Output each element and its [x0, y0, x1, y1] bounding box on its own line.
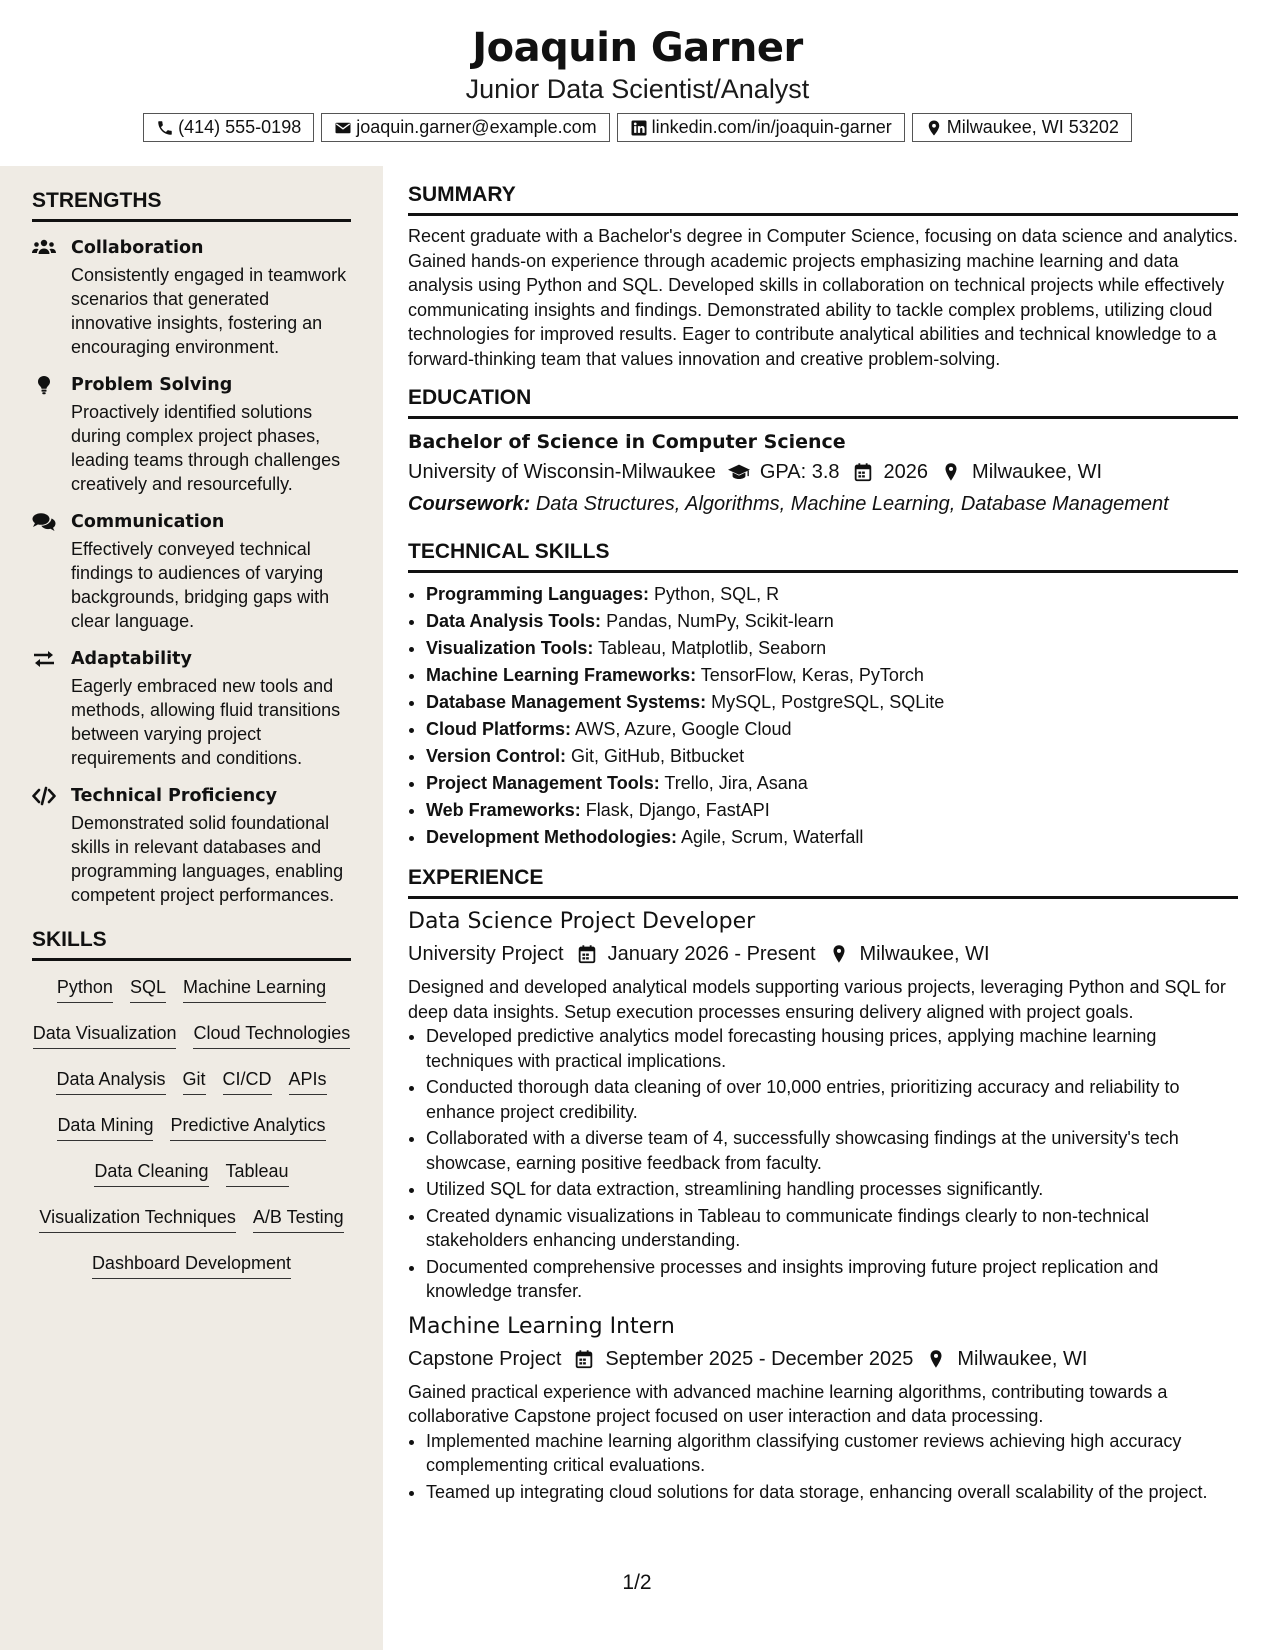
tech-skill-label: Database Management Systems: — [426, 692, 707, 712]
job-bullet: • Conducted thorough data cleaning of over 10,000 entries, prioritizing accuracy and reliability to enhance project credibility. — [426, 1075, 1238, 1124]
job-bullet: • Implemented machine learning algorithm classifying customer reviews achieving high accuracy complementing critical evaluations. — [426, 1429, 1238, 1478]
calendar-icon — [573, 1349, 595, 1369]
graduation-cap-icon — [728, 462, 750, 482]
skill-tag: Python — [57, 975, 113, 1003]
job-entry — [408, 907, 1238, 1304]
sidebar — [0, 166, 383, 1650]
education-heading: EDUCATION — [408, 385, 1238, 419]
job-description: Gained practical experience with advanced machine learning algorithms, contributing towards a collaborative Capstone project focused on user interaction and data processing. — [408, 1381, 1168, 1426]
calendar-icon — [576, 944, 598, 964]
skill-tag: Dashboard Development — [92, 1251, 291, 1279]
job-bullet: • Collaborated with a diverse team of 4, successfully showcasing findings at the university's tech showcase, earning positive feedback from faculty. — [426, 1126, 1238, 1175]
contact-email[interactable] — [321, 113, 609, 142]
skill-tag: Data Mining — [57, 1113, 153, 1141]
tech-skill-value: MySQL, PostgreSQL, SQLite — [711, 692, 945, 712]
job-dates: September 2025 - December 2025 — [605, 1347, 914, 1370]
candidate-title: Junior Data Scientist/Analyst — [465, 74, 810, 104]
job-meta — [408, 939, 1238, 969]
contact-location-text: Milwaukee, WI 53202 — [946, 117, 1119, 137]
tech-skill-item — [426, 743, 1238, 770]
technical-skills-section — [408, 539, 1238, 851]
experience-section — [408, 865, 1238, 1504]
education-meta — [408, 457, 1238, 487]
skill-tag: Machine Learning — [183, 975, 326, 1003]
job-description: Designed and developed analytical models supporting various projects, leveraging Python and SQL for deep data insights. Setup execution processes ensuring delivery aligned with project goals. — [408, 977, 1226, 1022]
tech-skill-value: Pandas, NumPy, Scikit-learn — [606, 611, 834, 631]
map-pin-icon — [925, 119, 943, 137]
education-gpa: GPA: 3.8 — [759, 461, 840, 483]
tech-skill-item — [426, 581, 1238, 608]
main-content — [408, 182, 1238, 1518]
users-icon — [32, 238, 56, 258]
tech-skill-value: TensorFlow, Keras, PyTorch — [700, 665, 924, 685]
education-coursework — [408, 489, 1238, 519]
tech-skill-label: Development Methodologies: — [426, 827, 678, 847]
skill-tag: SQL — [130, 975, 166, 1003]
strength-item — [32, 647, 351, 770]
strength-item — [32, 236, 351, 359]
tech-skill-value: Flask, Django, FastAPI — [585, 800, 770, 820]
job-bullet: • Developed predictive analytics model forecasting housing prices, applying machine learning techniques with practical implications. — [426, 1024, 1238, 1073]
code-icon — [32, 786, 56, 806]
strength-title: Collaboration — [71, 238, 204, 258]
contact-phone-text: (414) 555-0198 — [178, 117, 302, 137]
job-org: University Project — [408, 943, 564, 965]
strength-title: Adaptability — [71, 649, 192, 669]
tech-skill-label: Visualization Tools: — [426, 638, 594, 658]
lightbulb-icon — [32, 375, 56, 395]
tech-skill-value: Trello, Jira, Asana — [664, 773, 808, 793]
summary-heading: SUMMARY — [408, 182, 1238, 216]
contact-email-text: joaquin.garner@example.com — [356, 117, 597, 137]
summary-section — [408, 182, 1238, 371]
tech-skill-item — [426, 662, 1238, 689]
exchange-arrows-icon — [32, 649, 56, 669]
contact-bar — [0, 113, 1275, 142]
technical-skills-list — [408, 581, 1238, 851]
strength-desc: Consistently engaged in teamwork scenarios that generated innovative insights, fostering an encouraging environment. — [71, 265, 347, 357]
strength-item — [32, 784, 351, 907]
tech-skill-item — [426, 608, 1238, 635]
job-location: Milwaukee, WI — [859, 943, 990, 965]
contact-linkedin-text: linkedin.com/in/joaquin-garner — [651, 117, 892, 137]
tech-skill-value: Python, SQL, R — [654, 584, 780, 604]
contact-location — [912, 113, 1132, 142]
job-entry — [408, 1312, 1238, 1505]
education-school: University of Wisconsin-Milwaukee — [408, 461, 716, 483]
tech-skill-label: Programming Languages: — [426, 584, 650, 604]
linkedin-icon — [630, 119, 648, 137]
skill-tag: A/B Testing — [253, 1205, 344, 1233]
skill-tag: Predictive Analytics — [170, 1113, 325, 1141]
tech-skill-value: AWS, Azure, Google Cloud — [575, 719, 792, 739]
education-section — [408, 385, 1238, 519]
job-title: Machine Learning Intern — [408, 1313, 675, 1339]
tech-skill-label: Data Analysis Tools: — [426, 611, 602, 631]
skill-tag: Data Visualization — [33, 1021, 177, 1049]
coursework-list: Data Structures, Algorithms, Machine Learning, Database Management — [535, 493, 1169, 515]
resume-header — [0, 0, 1275, 166]
strength-title: Technical Proficiency — [71, 786, 277, 806]
contact-phone[interactable] — [143, 113, 314, 142]
tech-skill-value: Git, GitHub, Bitbucket — [571, 746, 745, 766]
phone-icon — [156, 119, 174, 137]
strength-desc: Proactively identified solutions during complex project phases, leading teams through challenges creatively and resourcefully. — [71, 402, 341, 494]
calendar-icon — [852, 462, 874, 482]
summary-text: Recent graduate with a Bachelor's degree in Computer Science, focusing on data science and analytics. Gained hands-on experience through academic projects emphasizing machine learning and data analysis using Python and SQL. Developed skills in collaboration on technical projects while effectively communicating insights and findings. Demonstrated ability to tackle complex problems, utilizing cloud technologies for improved results. Eager to contribute analytical abilities and technical knowledge to a forward-thinking team that values innovation and creative problem-solving. — [408, 226, 1238, 369]
strengths-heading: STRENGTHS — [32, 188, 351, 222]
skill-tag: Data Analysis — [56, 1067, 165, 1095]
strength-item — [32, 510, 351, 633]
job-meta — [408, 1344, 1238, 1374]
map-pin-icon — [828, 944, 850, 964]
technical-skills-heading: TECHNICAL SKILLS — [408, 539, 1238, 573]
tech-skill-item — [426, 770, 1238, 797]
job-org: Capstone Project — [408, 1347, 562, 1370]
job-bullets — [408, 1429, 1238, 1505]
job-bullet: • Documented comprehensive processes and insights improving future project replication and knowledge transfer. — [426, 1255, 1238, 1304]
tech-skill-item — [426, 716, 1238, 743]
strength-desc: Eagerly embraced new tools and methods, allowing fluid transitions between varying project requirements and conditions. — [71, 676, 341, 768]
education-year: 2026 — [883, 461, 929, 483]
job-title: Data Science Project Developer — [408, 909, 756, 934]
strength-item — [32, 373, 351, 496]
envelope-icon — [334, 119, 352, 137]
tech-skill-item — [426, 635, 1238, 662]
strength-desc: Demonstrated solid foundational skills in relevant databases and programming languages, enabling competent project performances. — [71, 813, 344, 905]
coursework-label: Coursework: — [408, 493, 531, 515]
job-location: Milwaukee, WI — [957, 1347, 1088, 1370]
tech-skill-value: Tableau, Matplotlib, Seaborn — [598, 638, 827, 658]
strength-title: Problem Solving — [71, 375, 233, 395]
experience-heading: EXPERIENCE — [408, 865, 1238, 899]
contact-linkedin[interactable] — [617, 113, 905, 142]
job-dates: January 2026 - Present — [607, 943, 816, 965]
map-pin-icon — [925, 1349, 947, 1369]
tech-skill-value: Agile, Scrum, Waterfall — [681, 827, 864, 847]
page-number: 1/2 — [622, 1571, 652, 1594]
education-degree: Bachelor of Science in Computer Science — [408, 431, 846, 453]
tech-skill-label: Project Management Tools: — [426, 773, 660, 793]
skill-tag: Tableau — [226, 1159, 289, 1187]
comments-icon — [32, 512, 56, 532]
candidate-name: Joaquin Garner — [472, 25, 803, 71]
skill-tag: APIs — [289, 1067, 327, 1095]
job-bullet: • Teamed up integrating cloud solutions for data storage, enhancing overall scalability of the project. — [426, 1480, 1238, 1505]
strength-desc: Effectively conveyed technical findings to audiences of varying backgrounds, bridging gaps with clear language. — [71, 539, 330, 631]
skill-tag: Cloud Technologies — [193, 1021, 350, 1049]
job-bullets — [408, 1024, 1238, 1304]
tech-skill-label: Version Control: — [426, 746, 567, 766]
education-location: Milwaukee, WI — [972, 461, 1103, 483]
tech-skill-item — [426, 824, 1238, 851]
tech-skill-item — [426, 797, 1238, 824]
job-bullet: • Utilized SQL for data extraction, streamlining handling processes significantly. — [426, 1177, 1238, 1202]
tech-skill-item — [426, 689, 1238, 716]
skill-tag: Git — [183, 1067, 206, 1095]
skill-tag: CI/CD — [223, 1067, 272, 1095]
skill-tag: Visualization Techniques — [39, 1205, 235, 1233]
job-bullet: • Created dynamic visualizations in Tableau to communicate findings clearly to non-technical stakeholders enhancing understanding. — [426, 1204, 1238, 1253]
skill-tag: Data Cleaning — [94, 1159, 208, 1187]
strength-title: Communication — [71, 512, 225, 532]
tech-skill-label: Machine Learning Frameworks: — [426, 665, 697, 685]
tech-skill-label: Cloud Platforms: — [426, 719, 572, 739]
skills-list — [32, 965, 351, 1297]
skills-heading: SKILLS — [32, 927, 351, 961]
map-pin-icon — [940, 462, 962, 482]
tech-skill-label: Web Frameworks: — [426, 800, 581, 820]
